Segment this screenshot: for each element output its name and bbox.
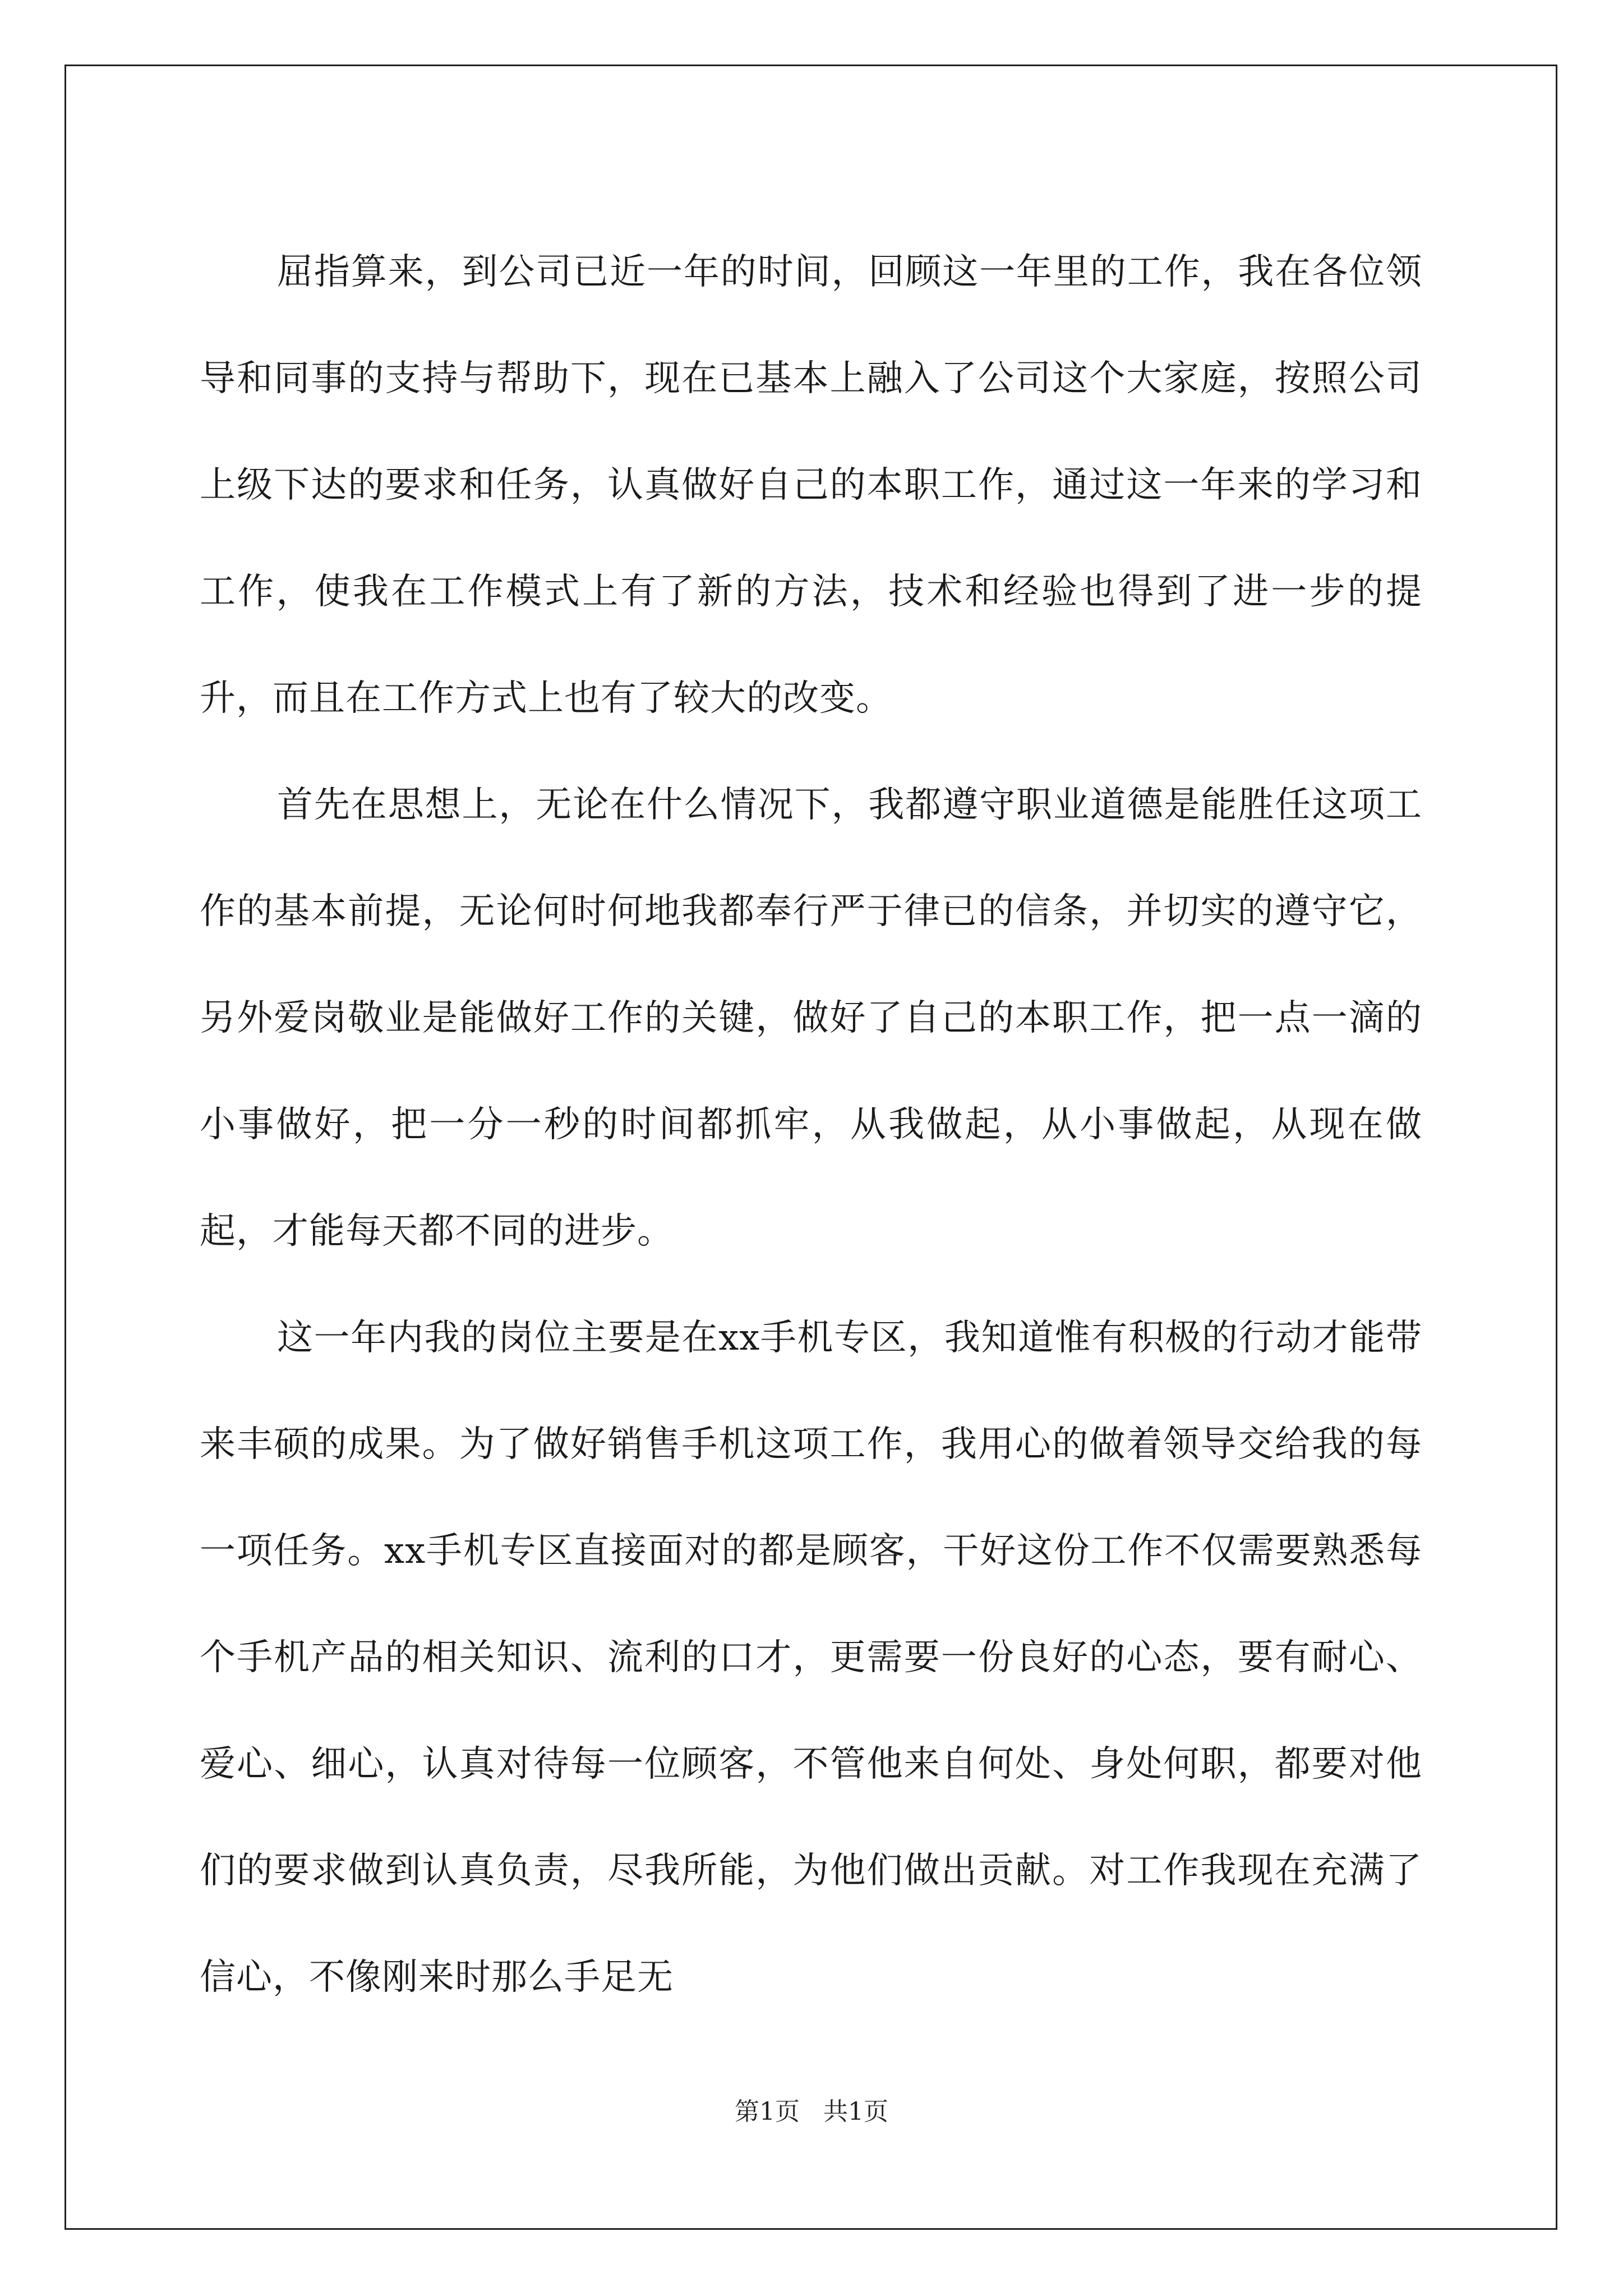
paragraph: 屈指算来，到公司已近一年的时间，回顾这一年里的工作，我在各位领导和同事的支持与帮助下，现在已基本上融入了公司这个大家庭，按照公司上级下达的要求和任务，认真做好自己的本职工作，通过这一年来的学习和工作，使我在工作模式上有了新的方法，技术和经验也得到了进一步的提升，而且在工作方式上也有了较大的改变。 [200,251,1422,719]
paragraph: 这一年内我的岗位主要是在xx手机专区，我知道惟有积极的行动才能带来丰硕的成果。为了做好销售手机这项工作，我用心的做着领导交给我的每一项任务。xx手机专区直接面对的都是顾客，干好这份工作不仅需要熟悉每个手机产品的相关知识、流利的口才，更需要一份良好的心态，要有耐心、爱心、细心，认真对待每一位顾客，不管他来自何处、身处何职，都要对他们的要求做到认真负责，尽我所能，为他们做出贡献。对工作我现在充满了信心，不像刚来时那么手足无 [200,1317,1422,1998]
document-body [200,219,1422,2031]
paragraph: 首先在思想上，无论在什么情况下，我都遵守职业道德是能胜任这项工作的基本前提，无论何时何地我都奉行严于律已的信条，并切实的遵守它，另外爱岗敬业是能做好工作的关键，做好了自己的本职工作，把一点一滴的小事做好，把一分一秒的时间都抓牢，从我做起，从小事做起，从现在做起，才能每天都不同的进步。 [200,784,1422,1252]
page-number-footer: 第1页 共1页 [735,2097,888,2126]
